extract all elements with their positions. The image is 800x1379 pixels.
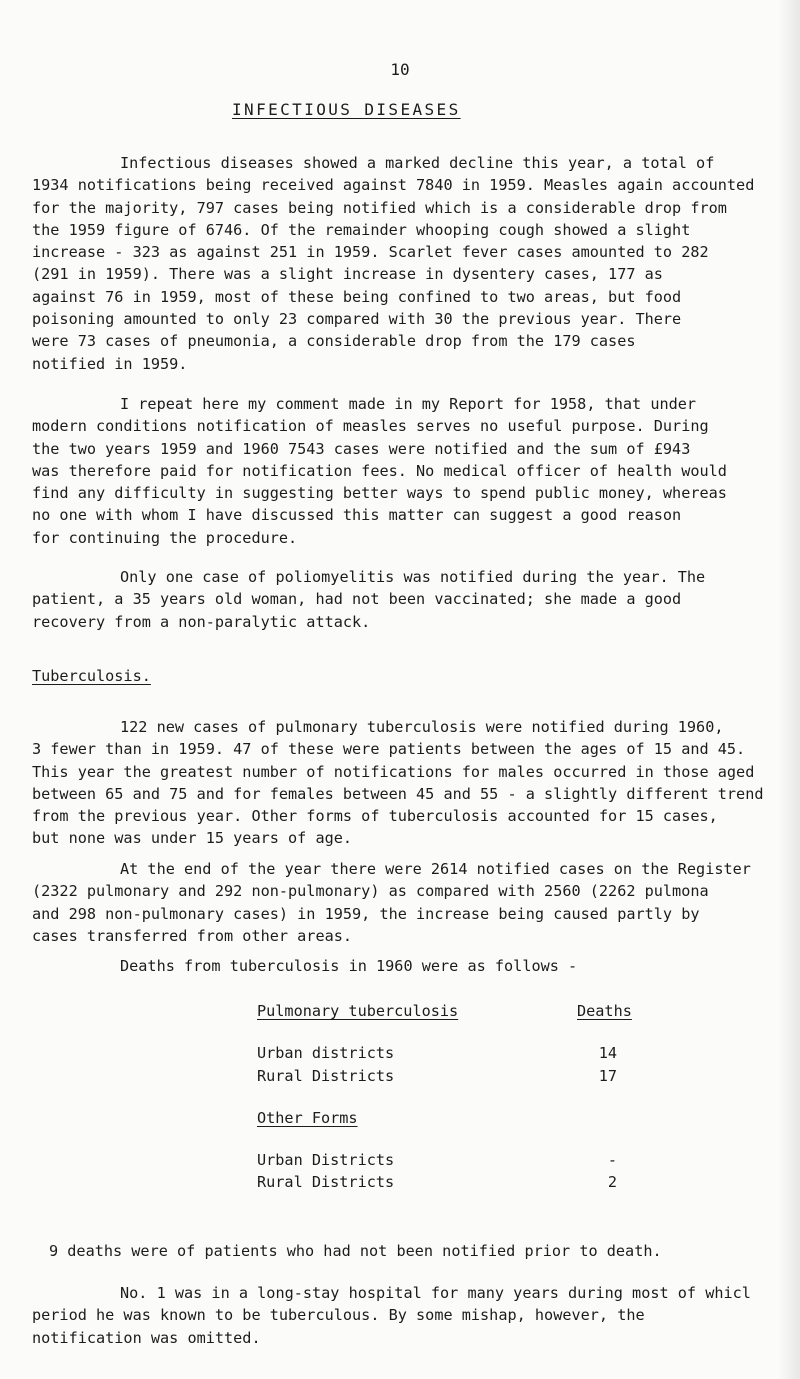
paragraph-measles-comment: I repeat here my comment made in my Report for 1958, that under modern conditions notification of measles serves no useful purpose. During the two years 1959 and 1960 7543 cases were notified and the sum of £943 was therefore paid for notification fees. No medical officer of health would find any difficulty in suggesting better ways to spend public money, whereas no one with whom I have discussed this matter can suggest a good reason for continuing the procedure. — [32, 395, 727, 547]
row-value: - — [607, 1151, 617, 1170]
deaths-table — [257, 1000, 657, 1194]
row-label: Urban districts — [257, 1044, 395, 1063]
paragraph-tb-register: At the end of the year there were 2614 notified cases on the Register (2322 pulmonary and 292 non-pulmonary) as compared with 2560 (2262 pulmona and 298 non-pulmonary cases) in 1959, the increase being caused partly by cases transferred from other areas. — [32, 860, 751, 945]
row-value: 14 — [598, 1044, 617, 1063]
table-subheader-row — [257, 1107, 657, 1129]
table-row — [257, 1065, 657, 1087]
row-value: 17 — [598, 1066, 617, 1085]
paragraph-infectious-overview: Infectious diseases showed a marked decline this year, a total of 1934 notifications being received against 7840 in 1959. Measles again accounted for the majority, 797 cases being notified which is a considerable drop from the 1959 figure of 6746. Of the remainder whooping cough showed a slight increase - 323 as against 251 in 1959. Scarlet fever cases amounted to 282 (291 in 1959). There was a slight increase in dysentery cases, 177 as against 76 in 1959, most of these being confined to two areas, but food poisoning amounted to only 23 compared with 30 the previous year. There were 73 cases of pneumonia, a considerable drop from the 179 cases notified in 1959. — [32, 154, 755, 373]
paragraph-tb-deaths-intro: Deaths from tuberculosis in 1960 were as follows - — [120, 957, 578, 975]
page-title: INFECTIOUS DISEASES — [232, 100, 461, 119]
row-label: Rural Districts — [257, 1066, 395, 1085]
pulmonary-heading: Pulmonary tuberculosis — [257, 1002, 459, 1020]
row-label: Rural Districts — [257, 1173, 395, 1192]
row-label: Urban Districts — [257, 1151, 395, 1170]
paragraph-unnotified-deaths: 9 deaths were of patients who had not been notified prior to death. — [49, 1242, 662, 1260]
table-row — [257, 1149, 657, 1171]
section-heading-tuberculosis: Tuberculosis. — [32, 667, 151, 685]
page-number: 10 — [390, 60, 410, 79]
other-forms-heading: Other Forms — [257, 1108, 358, 1127]
row-value: 2 — [607, 1173, 617, 1192]
table-header-row — [257, 1000, 657, 1022]
deaths-heading: Deaths — [577, 1002, 632, 1020]
table-row — [257, 1042, 657, 1064]
paragraph-tb-notifications: 122 new cases of pulmonary tuberculosis were notified during 1960, 3 fewer than in 1959. 47 of these were patients between the ages of 15 and 45. This year the greatest number of notifications for males occurred in those aged between 65 and 75 and for females between 45 and 55 - a slightly different trend from the previous year. Other forms of tuberculosis accounted for 15 cases, but none was under 15 years of age. — [32, 718, 764, 848]
paragraph-case-note: No. 1 was in a long-stay hospital for many years during most of whicl period he was known to be tuberculous. By some mishap, however, the notification was omitted. — [32, 1284, 751, 1347]
table-row — [257, 1171, 657, 1193]
page-edge-shadow — [778, 0, 800, 1379]
paragraph-poliomyelitis: Only one case of poliomyelitis was notified during the year. The patient, a 35 years old woman, had not been vaccinated; she made a good recovery from a non-paralytic attack. — [32, 568, 706, 631]
